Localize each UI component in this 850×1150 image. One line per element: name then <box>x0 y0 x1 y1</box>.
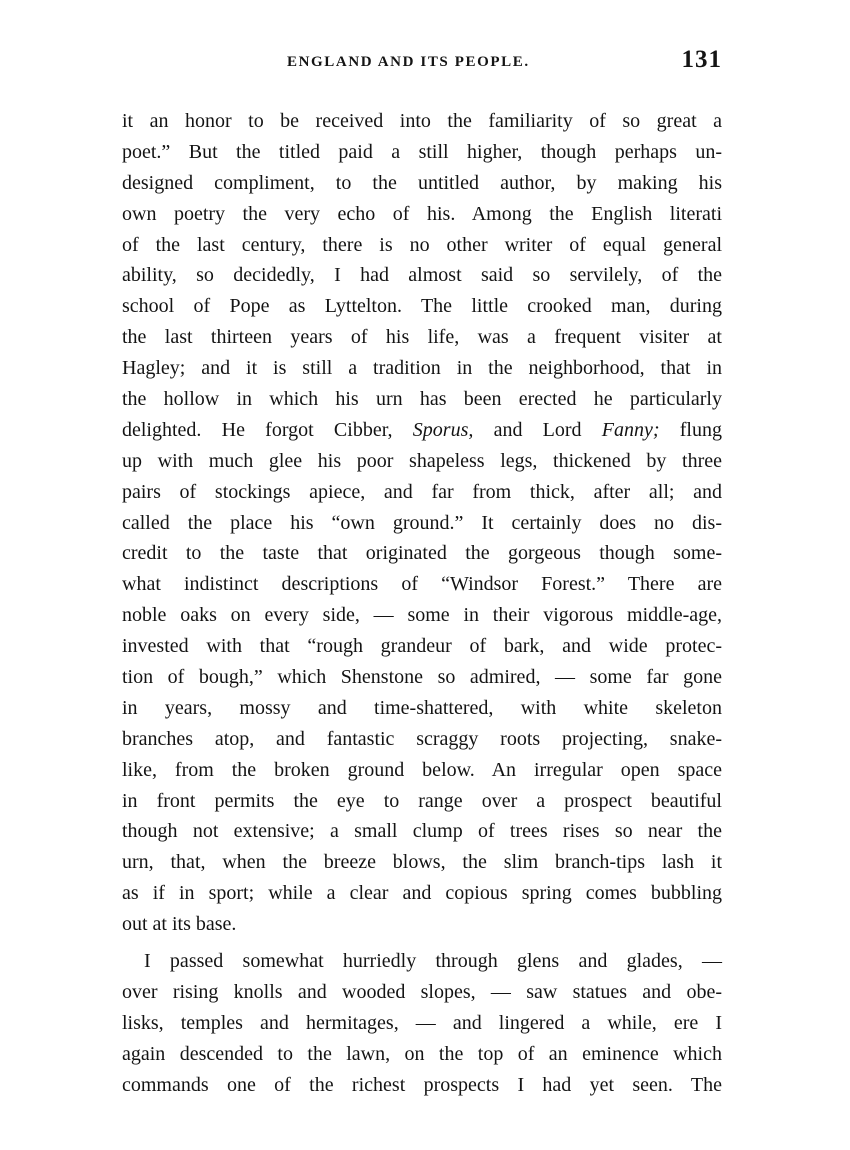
text-segment: flung <box>659 418 722 441</box>
text-line: over rising knolls and wooded slopes, — saw statues and obe- <box>122 980 722 1003</box>
text-segment: delighted. He forgot Cibber, <box>122 418 413 441</box>
text-line: urn, that, when the breeze blows, the slim branch-tips lash it <box>122 851 722 874</box>
text-line: credit to the taste that originated the gorgeous though some- <box>122 542 722 565</box>
text-line: school of Pope as Lyttelton. The little crooked man, during <box>122 295 722 318</box>
text-line: it an honor to be received into the familiarity of so great a <box>122 110 722 132</box>
text-line: designed compliment, to the untitled author, by making his <box>122 171 722 194</box>
running-head <box>122 46 722 80</box>
text-line: ability, so decidedly, I had almost said so servilely, of the <box>122 264 722 287</box>
text-line: own poetry the very echo of his. Among the English literati <box>122 202 722 225</box>
text-line: out at its base. <box>122 913 237 936</box>
text-line: commands one of the richest prospects I had yet seen. The <box>122 1073 722 1096</box>
text-line: as if in sport; while a clear and copious spring comes bubbling <box>122 882 722 905</box>
text-segment: and Lord <box>473 418 602 441</box>
text-line: of the last century, there is no other writer of equal general <box>122 233 722 256</box>
text-line: the hollow in which his urn has been erected he particularly <box>122 388 722 411</box>
italic-name-sporus: Sporus, <box>412 418 474 441</box>
text-line: though not extensive; a small clump of trees rises so near the <box>122 820 722 843</box>
text-line: invested with that “rough grandeur of bark, and wide protec- <box>122 635 722 658</box>
text-line: Hagley; and it is still a tradition in the neighborhood, that in <box>122 357 722 380</box>
body-text <box>122 106 722 1101</box>
text-line: what indistinct descriptions of “Windsor Forest.” There are <box>122 573 722 596</box>
text-line: pairs of stockings apiece, and far from thick, after all; and <box>122 480 722 503</box>
text-line: noble oaks on every side, — some in their vigorous middle-age, <box>122 604 722 627</box>
paragraph-1 <box>122 106 722 940</box>
running-title: ENGLAND AND ITS PEOPLE. <box>287 54 530 70</box>
text-line: poet.” But the titled paid a still higher, though perhaps un- <box>122 140 722 163</box>
text-line: the last thirteen years of his life, was a frequent visiter at <box>122 326 722 349</box>
text-line: in front permits the eye to range over a prospect beautiful <box>122 789 722 812</box>
text-line: tion of bough,” which Shenstone so admired, — some far gone <box>122 666 722 689</box>
text-line: called the place his “own ground.” It certainly does no dis- <box>122 511 722 534</box>
paragraph-2 <box>122 946 722 1100</box>
text-line: again descended to the lawn, on the top of an eminence which <box>122 1042 722 1065</box>
text-line: branches atop, and fantastic scraggy roots projecting, snake- <box>122 727 722 750</box>
text-line: like, from the broken ground below. An irregular open space <box>122 758 722 781</box>
text-line: up with much glee his poor shapeless legs, thickened by three <box>122 449 722 472</box>
text-line: I passed somewhat hurriedly through glens and glades, — <box>144 950 722 973</box>
text-line: lisks, temples and hermitages, — and lingered a while, ere I <box>122 1011 722 1034</box>
text-line: in years, mossy and time-shattered, with white skeleton <box>122 696 722 719</box>
italic-name-fanny: Fanny; <box>601 418 660 441</box>
text-line-with-italics <box>122 415 722 446</box>
page-number: 131 <box>681 46 722 73</box>
